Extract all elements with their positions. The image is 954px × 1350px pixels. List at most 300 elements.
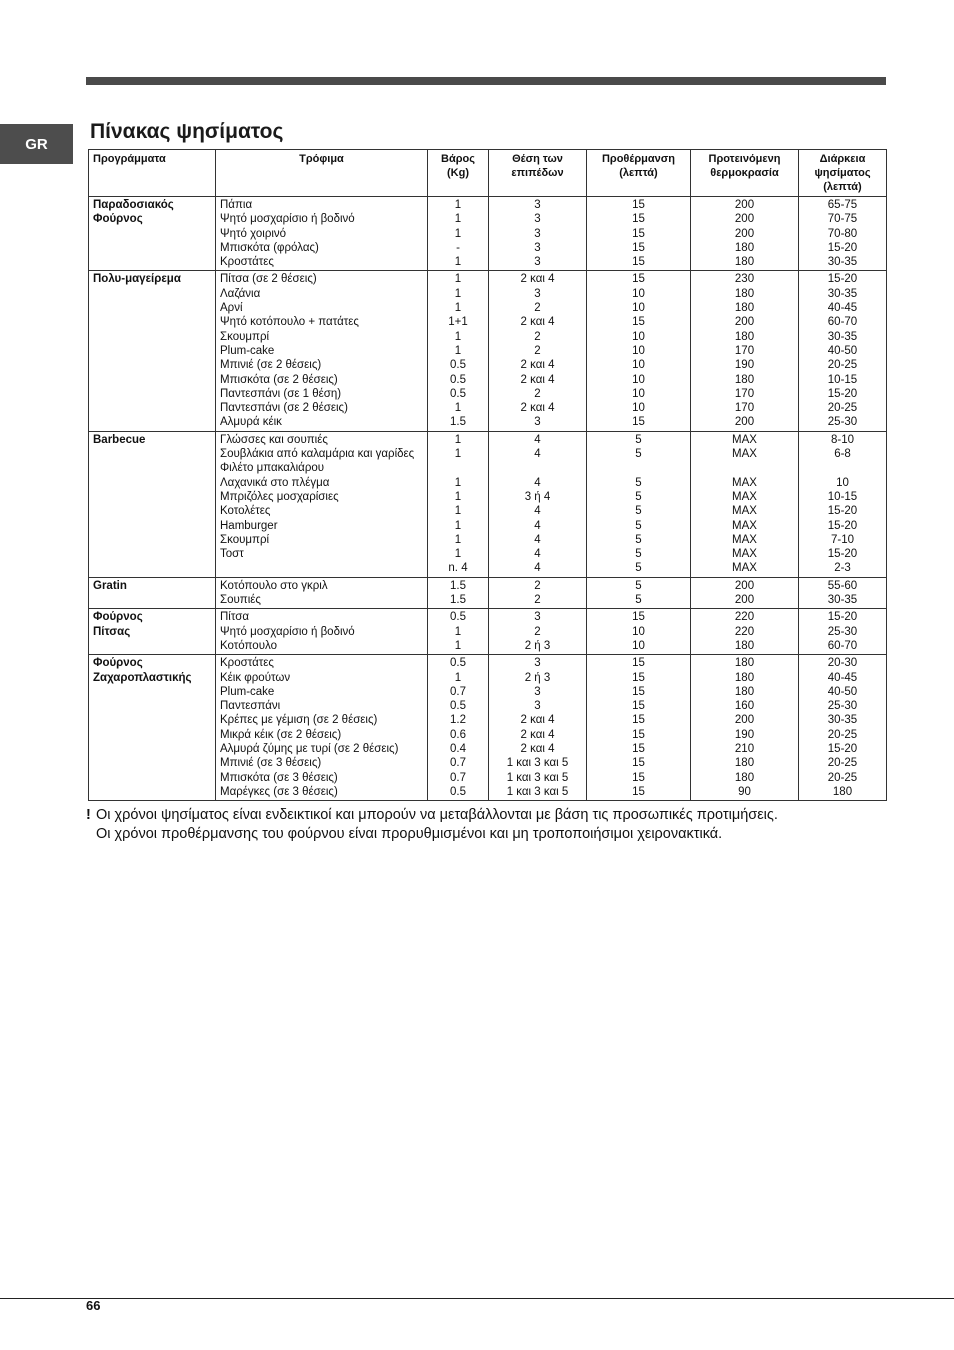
temp-cell bbox=[691, 609, 799, 655]
temp-value: MAX bbox=[732, 448, 757, 461]
preheat-cell bbox=[587, 609, 691, 655]
temp-value: 180 bbox=[734, 302, 755, 315]
duration-value: 10-15 bbox=[827, 373, 858, 386]
level-cell bbox=[489, 577, 587, 609]
level-value: 4 bbox=[534, 562, 541, 575]
level-value: 1 και 3 και 5 bbox=[506, 771, 569, 784]
program-name bbox=[89, 577, 216, 609]
weight-value: 1 bbox=[454, 287, 462, 300]
level-value: 3 bbox=[534, 199, 541, 211]
weight-value: 0.5 bbox=[450, 359, 466, 372]
weight-value: 1 bbox=[454, 476, 462, 489]
food-cell bbox=[216, 197, 428, 271]
level-value: 3 bbox=[534, 227, 541, 240]
food-cell bbox=[216, 271, 428, 431]
weight-value: 1.5 bbox=[450, 579, 466, 592]
preheat-cell bbox=[587, 655, 691, 801]
page-title: Πίνακας ψησίματος bbox=[90, 120, 284, 143]
preheat-value: 10 bbox=[632, 387, 645, 400]
weight-value: 0.7 bbox=[450, 685, 466, 698]
duration-value: 30-35 bbox=[827, 330, 858, 343]
level-value: 4 bbox=[534, 548, 541, 561]
weight-value: 1.5 bbox=[450, 594, 466, 607]
preheat-value: 15 bbox=[632, 700, 645, 713]
food-value: Πίτσα (σε 2 θέσεις) bbox=[220, 273, 317, 286]
duration-value: 70-75 bbox=[827, 213, 858, 226]
preheat-value: 10 bbox=[632, 302, 645, 315]
temp-value: 180 bbox=[734, 757, 755, 770]
food-value: Ψητό χοιρινό bbox=[220, 227, 287, 240]
duration-value: 15-20 bbox=[827, 519, 858, 532]
preheat-value: 5 bbox=[635, 548, 642, 561]
duration-value: 20-25 bbox=[827, 402, 858, 415]
food-value: Σουβλάκια από καλαμάρια και γαρίδες bbox=[220, 448, 415, 461]
header-temperature: Προτεινόμενη θερμοκρασία bbox=[691, 150, 799, 197]
level-value: 1 και 3 και 5 bbox=[506, 757, 569, 770]
preheat-value: 15 bbox=[632, 771, 645, 784]
duration-value: 40-50 bbox=[827, 685, 858, 698]
preheat-value: 5 bbox=[635, 579, 642, 592]
level-value: 2 και 4 bbox=[520, 373, 555, 386]
temp-cell bbox=[691, 431, 799, 577]
food-cell bbox=[216, 609, 428, 655]
food-value: Αλμυρά κέικ bbox=[220, 416, 282, 429]
temp-cell bbox=[691, 655, 799, 801]
duration-value: 15-20 bbox=[827, 273, 858, 286]
preheat-value: 15 bbox=[632, 316, 645, 329]
cooking-table bbox=[88, 149, 887, 801]
weight-value: 1 bbox=[454, 256, 462, 269]
weight-value: 1 bbox=[454, 199, 462, 211]
header-preheat: Προθέρμανση (λεπτά) bbox=[587, 150, 691, 197]
weight-value: 0.5 bbox=[450, 373, 466, 386]
preheat-value: 5 bbox=[635, 476, 642, 489]
duration-value: 40-45 bbox=[827, 671, 858, 684]
food-value: Λαζάνια bbox=[220, 287, 261, 300]
header-duration: Διάρκεια ψησίματος (λεπτά) bbox=[799, 150, 887, 197]
temp-value: 200 bbox=[734, 594, 755, 607]
note bbox=[86, 806, 778, 844]
temp-value: MAX bbox=[732, 505, 757, 518]
level-value: 3 bbox=[534, 700, 541, 713]
temp-value: 200 bbox=[734, 579, 755, 592]
preheat-value: 15 bbox=[632, 742, 645, 755]
temp-value: 190 bbox=[734, 728, 755, 741]
page-number: 66 bbox=[86, 1298, 101, 1313]
header-programs: Προγράμματα bbox=[89, 150, 216, 197]
temp-cell bbox=[691, 197, 799, 271]
preheat-value: 5 bbox=[635, 448, 642, 461]
temp-value: MAX bbox=[732, 490, 757, 503]
weight-value: 1 bbox=[454, 402, 462, 415]
temp-value: MAX bbox=[732, 548, 757, 561]
food-cell bbox=[216, 577, 428, 609]
weight-value: 1.2 bbox=[450, 714, 466, 727]
temp-value: 180 bbox=[734, 639, 755, 652]
level-cell bbox=[489, 197, 587, 271]
temp-value: 180 bbox=[734, 685, 755, 698]
level-value: 2 και 4 bbox=[520, 742, 555, 755]
preheat-value: 5 bbox=[635, 490, 642, 503]
duration-value: 20-25 bbox=[827, 359, 858, 372]
weight-value: 1 bbox=[454, 433, 462, 446]
food-value: Παντεσπάνι (σε 2 θέσεις) bbox=[220, 402, 348, 415]
level-value: 2 bbox=[534, 579, 541, 592]
duration-value: 20-25 bbox=[827, 757, 858, 770]
temp-cell bbox=[691, 271, 799, 431]
temp-value: 230 bbox=[734, 273, 755, 286]
level-value: 2 bbox=[534, 387, 541, 400]
program-name bbox=[89, 431, 216, 577]
duration-value: 20-25 bbox=[827, 728, 858, 741]
program-label: Φούρνος bbox=[93, 657, 143, 670]
spacer bbox=[695, 461, 794, 475]
food-value: Plum-cake bbox=[220, 344, 275, 357]
program-name bbox=[89, 655, 216, 801]
temp-value: 190 bbox=[734, 359, 755, 372]
level-value: 2 bbox=[534, 330, 541, 343]
food-value: Μπινιέ (σε 3 θέσεις) bbox=[220, 757, 322, 770]
table-row bbox=[89, 577, 887, 609]
weight-value: 1 bbox=[454, 490, 462, 503]
weight-value: 0.7 bbox=[450, 757, 466, 770]
level-value: 4 bbox=[534, 448, 541, 461]
food-value: Κέικ φρούτων bbox=[220, 671, 291, 684]
weight-value: 0.5 bbox=[450, 387, 466, 400]
duration-cell bbox=[799, 577, 887, 609]
weight-value: - bbox=[456, 241, 460, 254]
food-value: Αρνί bbox=[220, 302, 243, 315]
level-value: 4 bbox=[534, 476, 541, 489]
language-tab: GR bbox=[0, 124, 73, 164]
preheat-value: 10 bbox=[632, 287, 645, 300]
preheat-value: 10 bbox=[632, 402, 645, 415]
food-value: Μικρά κέικ (σε 2 θέσεις) bbox=[220, 728, 342, 741]
weight-value: 1 bbox=[454, 548, 462, 561]
weight-value: 0.5 bbox=[450, 611, 466, 624]
food-value: Κρέπες με γέμιση (σε 2 θέσεις) bbox=[220, 714, 378, 727]
level-value: 4 bbox=[534, 533, 541, 546]
duration-cell bbox=[799, 655, 887, 801]
preheat-value: 10 bbox=[632, 330, 645, 343]
spacer bbox=[493, 461, 582, 475]
food-value: Κροστάτες bbox=[220, 657, 274, 670]
food-value: Αλμυρά ζύμης με τυρί (σε 2 θέσεις) bbox=[220, 742, 399, 755]
level-value: 2 bbox=[534, 344, 541, 357]
weight-cell bbox=[428, 655, 489, 801]
preheat-value: 10 bbox=[632, 639, 645, 652]
preheat-value: 15 bbox=[632, 685, 645, 698]
duration-value: 15-20 bbox=[827, 548, 858, 561]
duration-value: 20-25 bbox=[827, 771, 858, 784]
duration-cell bbox=[799, 271, 887, 431]
preheat-value: 15 bbox=[632, 273, 645, 286]
warning-icon: ! bbox=[86, 807, 91, 823]
program-label: Πίτσας bbox=[93, 625, 131, 638]
food-value: Γλώσσες και σουπιές bbox=[220, 433, 328, 446]
level-cell bbox=[489, 655, 587, 801]
duration-value: 20-30 bbox=[827, 657, 858, 670]
weight-value: 1.5 bbox=[450, 416, 466, 429]
table-row bbox=[89, 431, 887, 577]
duration-value: 55-60 bbox=[827, 579, 858, 592]
duration-cell bbox=[799, 609, 887, 655]
temp-value: 170 bbox=[734, 387, 755, 400]
preheat-value: 15 bbox=[632, 241, 645, 254]
food-value: Κροστάτες bbox=[220, 256, 274, 269]
level-value: 2 και 4 bbox=[520, 316, 555, 329]
temp-cell bbox=[691, 577, 799, 609]
level-value: 2 bbox=[534, 625, 541, 638]
level-value: 1 και 3 και 5 bbox=[506, 785, 569, 798]
weight-value: 1 bbox=[454, 671, 462, 684]
weight-value: 0.5 bbox=[450, 657, 466, 670]
duration-value: 10-15 bbox=[827, 490, 858, 503]
temp-value: MAX bbox=[732, 533, 757, 546]
temp-value: 180 bbox=[734, 373, 755, 386]
duration-value: 15-20 bbox=[827, 505, 858, 518]
level-value: 2 ή 3 bbox=[524, 671, 551, 684]
program-label: Ζαχαροπλαστικής bbox=[93, 671, 192, 684]
temp-value: MAX bbox=[732, 433, 757, 446]
spacer bbox=[432, 461, 484, 475]
preheat-value: 5 bbox=[635, 519, 642, 532]
duration-value: 180 bbox=[832, 785, 853, 798]
temp-value: 200 bbox=[734, 416, 755, 429]
spacer bbox=[591, 461, 686, 475]
bottom-rule bbox=[0, 1298, 954, 1299]
duration-value: 40-45 bbox=[827, 302, 858, 315]
preheat-value: 5 bbox=[635, 594, 642, 607]
duration-value: 30-35 bbox=[827, 594, 858, 607]
program-name bbox=[89, 197, 216, 271]
temp-value: 180 bbox=[734, 657, 755, 670]
duration-value: 6-8 bbox=[834, 448, 851, 461]
food-value: Παντεσπάνι bbox=[220, 700, 281, 713]
level-value: 2 και 4 bbox=[520, 273, 555, 286]
duration-value: 30-35 bbox=[827, 256, 858, 269]
duration-value: 15-20 bbox=[827, 611, 858, 624]
temp-value: 220 bbox=[734, 625, 755, 638]
temp-value: 180 bbox=[734, 330, 755, 343]
program-name bbox=[89, 609, 216, 655]
preheat-value: 10 bbox=[632, 625, 645, 638]
food-value: Σκουμπρί bbox=[220, 533, 270, 546]
food-value: Μπισκότα (φρόλας) bbox=[220, 241, 319, 254]
preheat-value: 15 bbox=[632, 657, 645, 670]
level-value: 2 και 4 bbox=[520, 728, 555, 741]
preheat-value: 10 bbox=[632, 373, 645, 386]
program-name bbox=[89, 271, 216, 431]
table-row bbox=[89, 271, 887, 431]
weight-value: 1 bbox=[454, 639, 462, 652]
food-value: Μπριζόλες μοσχαρίσιες bbox=[220, 490, 339, 503]
preheat-value: 5 bbox=[635, 562, 642, 575]
temp-value: MAX bbox=[732, 519, 757, 532]
food-value: Λαχανικά στο πλέγμα bbox=[220, 476, 330, 489]
level-value: 4 bbox=[534, 505, 541, 518]
program-label: Παραδοσιακός bbox=[93, 199, 174, 211]
duration-value: 7-10 bbox=[830, 533, 855, 546]
weight-value: 1 bbox=[454, 213, 462, 226]
food-cell bbox=[216, 431, 428, 577]
weight-value: 1 bbox=[454, 625, 462, 638]
temp-value: 200 bbox=[734, 213, 755, 226]
program-label: Φούρνος bbox=[93, 611, 143, 624]
food-value: Κοτόπουλο bbox=[220, 639, 277, 652]
program-label: Φούρνος bbox=[93, 213, 143, 226]
food-value: Παντεσπάνι (σε 1 θέση) bbox=[220, 387, 342, 400]
duration-value: 60-70 bbox=[827, 316, 858, 329]
temp-value: 210 bbox=[734, 742, 755, 755]
temp-value: 200 bbox=[734, 714, 755, 727]
spacer bbox=[803, 461, 882, 475]
duration-value: 15-20 bbox=[827, 387, 858, 400]
table-row bbox=[89, 197, 887, 271]
temp-value: 170 bbox=[734, 344, 755, 357]
preheat-value: 15 bbox=[632, 199, 645, 211]
temp-value: 90 bbox=[738, 785, 751, 798]
preheat-cell bbox=[587, 197, 691, 271]
duration-value: 10 bbox=[836, 476, 849, 489]
level-value: 3 ή 4 bbox=[524, 490, 551, 503]
program-label: Barbecue bbox=[93, 433, 146, 446]
food-value: Μπινιέ (σε 2 θέσεις) bbox=[220, 359, 322, 372]
weight-value: n. 4 bbox=[448, 562, 468, 575]
preheat-value: 5 bbox=[635, 433, 642, 446]
program-label: Gratin bbox=[93, 579, 127, 592]
temp-value: 200 bbox=[734, 199, 755, 211]
food-value: Μαρέγκες (σε 3 θέσεις) bbox=[220, 785, 338, 798]
level-cell bbox=[489, 431, 587, 577]
duration-value: 70-80 bbox=[827, 227, 858, 240]
preheat-value: 15 bbox=[632, 671, 645, 684]
food-value: Σουπιές bbox=[220, 594, 261, 607]
level-value: 3 bbox=[534, 657, 541, 670]
table-row bbox=[89, 655, 887, 801]
food-value: Σκουμπρί bbox=[220, 330, 270, 343]
duration-cell bbox=[799, 197, 887, 271]
weight-cell bbox=[428, 609, 489, 655]
preheat-value: 5 bbox=[635, 533, 642, 546]
food-value: Πάπια bbox=[220, 199, 253, 211]
food-value: Hamburger bbox=[220, 519, 278, 532]
level-value: 3 bbox=[534, 287, 541, 300]
temp-value: 180 bbox=[734, 771, 755, 784]
temp-value: 180 bbox=[734, 671, 755, 684]
weight-value: 1 bbox=[454, 273, 462, 286]
preheat-value: 15 bbox=[632, 714, 645, 727]
level-value: 3 bbox=[534, 256, 541, 269]
preheat-value: 10 bbox=[632, 359, 645, 372]
level-value: 2 και 4 bbox=[520, 402, 555, 415]
weight-cell bbox=[428, 197, 489, 271]
temp-value: 160 bbox=[734, 700, 755, 713]
program-label: Πολυ-μαγείρεμα bbox=[93, 273, 181, 286]
temp-value: 170 bbox=[734, 402, 755, 415]
food-value: Ψητό μοσχαρίσιο ή βοδινό bbox=[220, 213, 355, 226]
preheat-cell bbox=[587, 431, 691, 577]
level-value: 2 bbox=[534, 594, 541, 607]
food-value: Plum-cake bbox=[220, 685, 275, 698]
weight-value: 0.4 bbox=[450, 742, 466, 755]
weight-cell bbox=[428, 577, 489, 609]
level-value: 3 bbox=[534, 685, 541, 698]
duration-value: 65-75 bbox=[827, 199, 858, 211]
weight-value: 1 bbox=[454, 302, 462, 315]
preheat-value: 5 bbox=[635, 505, 642, 518]
food-value: Κοτόπουλο στο γκριλ bbox=[220, 579, 328, 592]
weight-value: 1 bbox=[454, 448, 462, 461]
preheat-value: 15 bbox=[632, 611, 645, 624]
preheat-value: 15 bbox=[632, 256, 645, 269]
level-value: 3 bbox=[534, 213, 541, 226]
weight-cell bbox=[428, 271, 489, 431]
duration-value: 25-30 bbox=[827, 625, 858, 638]
food-value: Μπισκότα (σε 2 θέσεις) bbox=[220, 373, 338, 386]
duration-value: 15-20 bbox=[827, 241, 858, 254]
food-value: Φιλέτο μπακαλιάρου bbox=[220, 462, 325, 475]
temp-value: 200 bbox=[734, 316, 755, 329]
level-value: 4 bbox=[534, 519, 541, 532]
food-value: Ψητό μοσχαρίσιο ή βοδινό bbox=[220, 625, 355, 638]
duration-cell bbox=[799, 431, 887, 577]
temp-value: 180 bbox=[734, 241, 755, 254]
level-cell bbox=[489, 609, 587, 655]
weight-value: 0.6 bbox=[450, 728, 466, 741]
level-value: 2 bbox=[534, 302, 541, 315]
preheat-value: 15 bbox=[632, 757, 645, 770]
preheat-value: 15 bbox=[632, 227, 645, 240]
weight-value: 1 bbox=[454, 344, 462, 357]
duration-value: 30-35 bbox=[827, 287, 858, 300]
duration-value: 60-70 bbox=[827, 639, 858, 652]
preheat-value: 15 bbox=[632, 213, 645, 226]
duration-value: 25-30 bbox=[827, 700, 858, 713]
level-value: 3 bbox=[534, 611, 541, 624]
level-value: 3 bbox=[534, 416, 541, 429]
header-weight: Βάρος (Kg) bbox=[428, 150, 489, 197]
level-value: 2 και 4 bbox=[520, 359, 555, 372]
duration-value: 30-35 bbox=[827, 714, 858, 727]
duration-value: 15-20 bbox=[827, 742, 858, 755]
weight-value: 1 bbox=[454, 227, 462, 240]
level-value: 2 ή 3 bbox=[524, 639, 551, 652]
duration-value: 8-10 bbox=[830, 433, 855, 446]
preheat-value: 15 bbox=[632, 728, 645, 741]
food-value: Τοστ bbox=[220, 548, 244, 561]
food-value: Πίτσα bbox=[220, 611, 249, 624]
temp-value: 220 bbox=[734, 611, 755, 624]
food-cell bbox=[216, 655, 428, 801]
weight-cell bbox=[428, 431, 489, 577]
preheat-cell bbox=[587, 271, 691, 431]
temp-value: 180 bbox=[734, 287, 755, 300]
temp-value: MAX bbox=[732, 562, 757, 575]
duration-value: 40-50 bbox=[827, 344, 858, 357]
weight-value: 0.7 bbox=[450, 771, 466, 784]
temp-value: 180 bbox=[734, 256, 755, 269]
level-value: 2 και 4 bbox=[520, 714, 555, 727]
preheat-value: 10 bbox=[632, 344, 645, 357]
weight-value: 1 bbox=[454, 330, 462, 343]
temp-value: MAX bbox=[732, 476, 757, 489]
note-line: Οι χρόνοι προθέρμανσης του φούρνου είναι προρυθμισμένοι και μη τροποποιήσιμοι χειρονακτικά. bbox=[96, 826, 723, 842]
food-value: Ψητό κοτόπουλο + πατάτες bbox=[220, 316, 359, 329]
table-row bbox=[89, 609, 887, 655]
top-rule bbox=[86, 77, 886, 85]
preheat-value: 15 bbox=[632, 416, 645, 429]
